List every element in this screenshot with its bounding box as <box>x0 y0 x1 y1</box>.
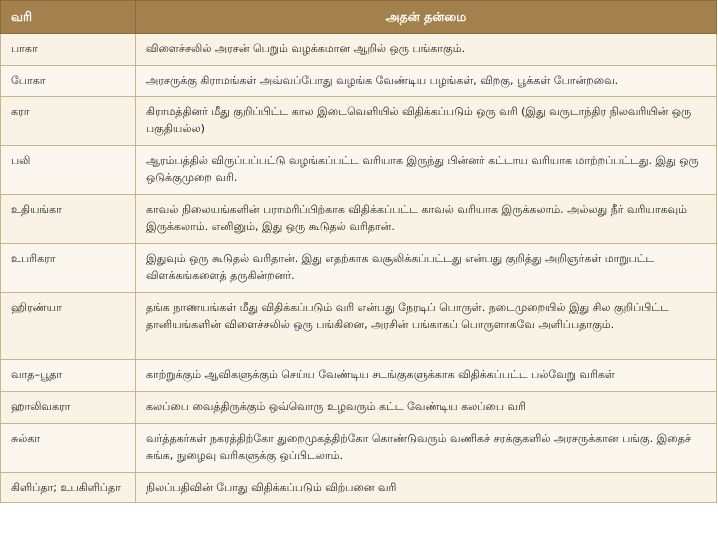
table-row <box>1 244 717 293</box>
table-row <box>1 360 717 392</box>
table-row <box>1 392 717 424</box>
table-row <box>1 424 717 473</box>
row-nature: காவல் நிலையங்களின் பராமரிப்பிற்காக விதிக்கப்பட்ட காவல் வரியாக இருக்கலாம். அல்லது நீர் வரியாகவும் இருக்கலாம். எனினும், இது ஒரு கூடுதல் வரிதான். <box>136 195 717 244</box>
row-term: சுல்கா <box>1 424 136 473</box>
row-term: ஹாலிவகரா <box>1 392 136 424</box>
row-nature: நிலப்பதிவின் போது விதிக்கப்படும் விற்பனை வரி <box>136 473 717 503</box>
header-nature: அதன் தன்மை <box>136 1 717 34</box>
row-term: பலி <box>1 146 136 195</box>
row-term: ஹிரண்யா <box>1 293 136 360</box>
row-term: உதியங்கா <box>1 195 136 244</box>
table-row <box>1 293 717 360</box>
table-row <box>1 146 717 195</box>
header-term: வரி <box>1 1 136 34</box>
table-row <box>1 473 717 503</box>
row-nature: வர்த்தகர்கள் நகரத்திற்கோ துறைமுகத்திற்கோ கொண்டுவரும் வணிகச் சரக்குகளில் அரசருக்கான பங்கு. இதைச் சுங்க, நுழைவு வரிகளுக்கு ஒப்பிடலாம். <box>136 424 717 473</box>
row-term: கரா <box>1 97 136 146</box>
row-nature: தங்க நாணயங்கள் மீது விதிக்கப்படும் வரி என்பது நேரடிப் பொருள். நடைமுறையில் இது சில குறிப்பிட்ட தானியங்களின் விளைச்சலில் ஒரு பங்கினை, அரசின் பங்காகப் பொருளாகவே அளிப்பதாகும். <box>136 293 717 360</box>
table-row <box>1 34 717 66</box>
table-row <box>1 97 717 146</box>
row-term: உபரிகரா <box>1 244 136 293</box>
table-header <box>1 1 717 34</box>
row-nature: ஆரம்பத்தில் விருப்பப்பட்டு வழங்கப்பட்ட வரியாக இருந்து பின்னர் கட்டாய வரியாக மாற்றப்பட்டது. இது ஒரு ஒடுக்குமுறை வரி. <box>136 146 717 195</box>
row-term: வாத–பூதா <box>1 360 136 392</box>
row-nature: கிராமத்தினர் மீது குறிப்பிட்ட கால இடைவெளியில் விதிக்கப்படும் ஒரு வரி (இது வருடாந்திர நிலவரியின் ஒரு பகுதியல்ல) <box>136 97 717 146</box>
row-nature: இதுவும் ஒரு கூடுதல் வரிதான். இது எதற்காக வசூலிக்கப்பட்டது என்பது குறித்து அறிஞர்கள் மாறுபட்ட விளக்கங்களைத் தருகின்றனர். <box>136 244 717 293</box>
table-row <box>1 66 717 97</box>
table-row <box>1 195 717 244</box>
table-body <box>1 34 717 503</box>
row-nature: கலப்பை வைத்திருக்கும் ஒவ்வொரு உழவரும் கட்ட வேண்டிய கலப்பை வரி <box>136 392 717 424</box>
row-term: போகா <box>1 66 136 97</box>
row-nature: விளைச்சலில் அரசன் பெறும் வழக்கமான ஆறில் ஒரு பங்காகும். <box>136 34 717 66</box>
row-nature: காற்றுக்கும் ஆவிகளுக்கும் செய்ய வேண்டிய சடங்குகளுக்காக விதிக்கப்பட்ட பல்வேறு வரிகள் <box>136 360 717 392</box>
row-term: கிளிப்தா; உபகிளிப்தா <box>1 473 136 503</box>
row-term: பாகா <box>1 34 136 66</box>
row-nature: அரசருக்கு கிராமங்கள் அவ்வப்போது வழங்க வேண்டிய பழங்கள், விறகு, பூக்கள் போன்றவை. <box>136 66 717 97</box>
header-row <box>1 1 717 34</box>
